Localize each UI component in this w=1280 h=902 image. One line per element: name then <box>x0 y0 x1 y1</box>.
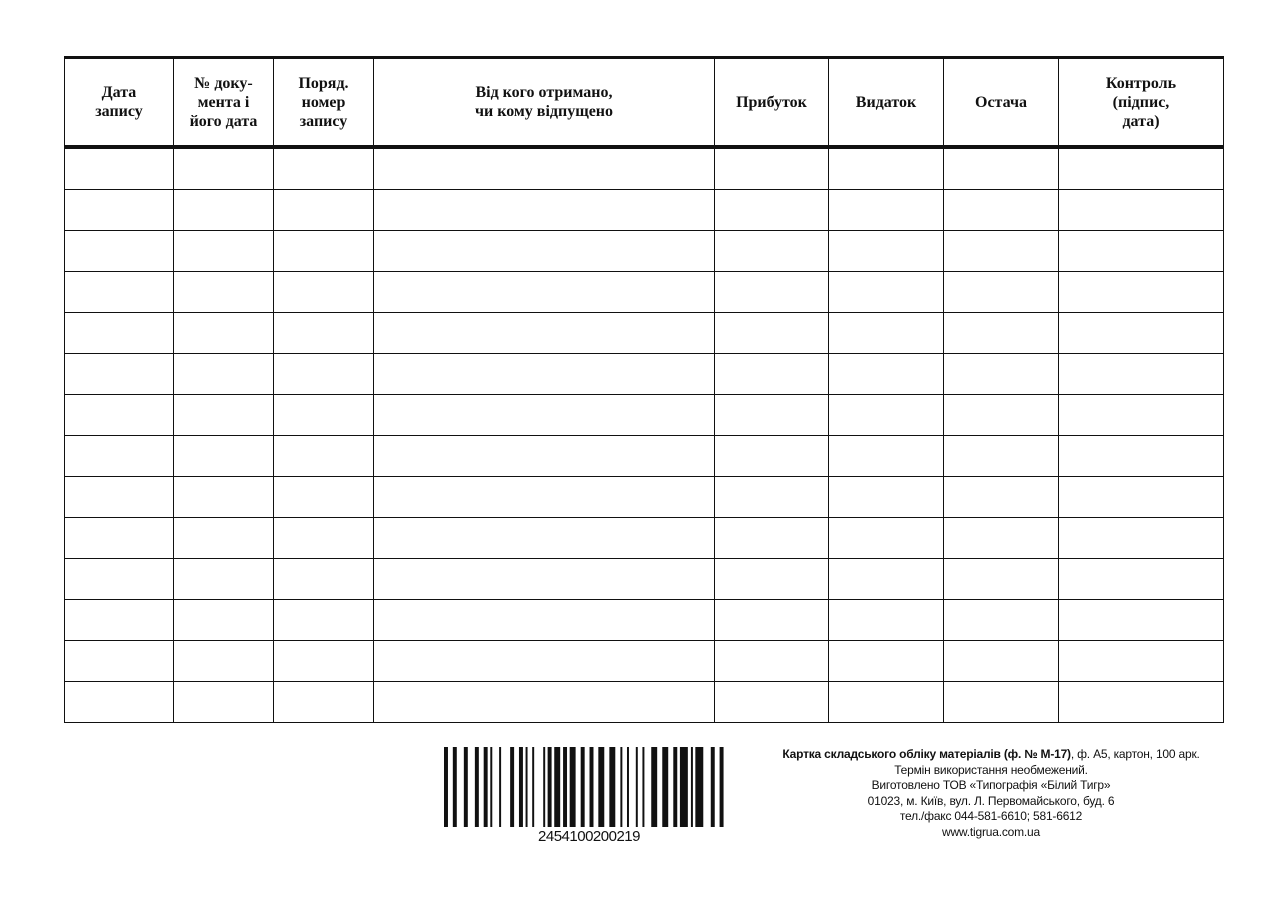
table-cell[interactable] <box>944 354 1059 395</box>
table-cell[interactable] <box>715 354 829 395</box>
table-row <box>65 190 1224 231</box>
table-cell[interactable] <box>374 559 715 600</box>
barcode-bar <box>453 747 457 827</box>
barcode-bar <box>490 747 492 827</box>
barcode-bar <box>444 747 448 827</box>
col-header-document: № доку- мента і його дата <box>174 58 274 148</box>
table-cell[interactable] <box>174 518 274 559</box>
table-row <box>65 641 1224 682</box>
table-cell[interactable] <box>374 354 715 395</box>
table-cell[interactable] <box>1059 641 1224 682</box>
table-cell[interactable] <box>374 272 715 313</box>
barcode-bar <box>691 747 693 827</box>
table-cell[interactable] <box>715 313 829 354</box>
barcode-bar <box>609 747 615 827</box>
table-cell[interactable] <box>65 395 174 436</box>
table-cell[interactable] <box>274 600 374 641</box>
table-cell[interactable] <box>944 190 1059 231</box>
barcode-bar <box>711 747 715 827</box>
barcode-bar <box>554 747 560 827</box>
table-cell[interactable] <box>715 272 829 313</box>
barcode-bar <box>720 747 724 827</box>
table-cell[interactable] <box>944 147 1059 190</box>
table-cell[interactable] <box>715 477 829 518</box>
table-cell[interactable] <box>944 313 1059 354</box>
table-cell[interactable] <box>65 147 174 190</box>
table-row <box>65 313 1224 354</box>
table-cell[interactable] <box>174 147 274 190</box>
table-cell[interactable] <box>174 395 274 436</box>
table-cell[interactable] <box>174 436 274 477</box>
barcode-bar <box>499 747 501 827</box>
table-cell[interactable] <box>374 477 715 518</box>
table-cell[interactable] <box>174 272 274 313</box>
table-cell[interactable] <box>65 354 174 395</box>
table-cell[interactable] <box>829 682 944 723</box>
table-cell[interactable] <box>829 559 944 600</box>
table-cell[interactable] <box>829 518 944 559</box>
barcode-bar <box>673 747 677 827</box>
table-cell[interactable] <box>944 641 1059 682</box>
table-cell[interactable] <box>374 682 715 723</box>
table-cell[interactable] <box>65 559 174 600</box>
barcode <box>444 747 724 827</box>
barcode-bar <box>464 747 468 827</box>
barcode-bar <box>519 747 523 827</box>
barcode-bar <box>548 747 552 827</box>
table-cell[interactable] <box>174 559 274 600</box>
table-cell[interactable] <box>65 518 174 559</box>
table-cell[interactable] <box>829 600 944 641</box>
table-cell[interactable] <box>1059 231 1224 272</box>
table-cell[interactable] <box>829 354 944 395</box>
table-cell[interactable] <box>174 190 274 231</box>
barcode-bar <box>543 747 545 827</box>
barcode-bar <box>636 747 638 827</box>
table-cell[interactable] <box>829 272 944 313</box>
barcode-bar <box>563 747 567 827</box>
table-cell[interactable] <box>65 641 174 682</box>
form-imprint <box>745 747 1237 840</box>
table-cell[interactable] <box>274 436 374 477</box>
table-cell[interactable] <box>65 313 174 354</box>
table-cell[interactable] <box>174 641 274 682</box>
table-cell[interactable] <box>374 436 715 477</box>
barcode-digits: 2454100200219 <box>538 828 640 845</box>
table-cell[interactable] <box>274 641 374 682</box>
table-row <box>65 395 1224 436</box>
table-cell[interactable] <box>1059 190 1224 231</box>
ledger-table <box>64 56 1224 723</box>
table-cell[interactable] <box>1059 682 1224 723</box>
table-cell[interactable] <box>274 518 374 559</box>
imprint-address: 01023, м. Київ, вул. Л. Первомайського, буд. 6 <box>867 793 1115 808</box>
table-cell[interactable] <box>274 231 374 272</box>
table-cell[interactable] <box>715 231 829 272</box>
imprint-publisher: Виготовлено ТОВ «Типографія «Білий Тигр» <box>871 778 1111 792</box>
table-cell[interactable] <box>65 436 174 477</box>
barcode-bar <box>651 747 657 827</box>
table-cell[interactable] <box>829 477 944 518</box>
table-cell[interactable] <box>174 477 274 518</box>
barcode-bar <box>642 747 644 827</box>
table-cell[interactable] <box>274 477 374 518</box>
table-cell[interactable] <box>715 395 829 436</box>
table-cell[interactable] <box>944 559 1059 600</box>
col-header-balance: Остача <box>944 58 1059 148</box>
table-cell[interactable] <box>374 600 715 641</box>
col-header-expense: Видаток <box>829 58 944 148</box>
table-cell[interactable] <box>1059 559 1224 600</box>
table-cell[interactable] <box>1059 313 1224 354</box>
col-header-counterparty: Від кого отримано, чи кому відпущено <box>374 58 715 148</box>
table-cell[interactable] <box>1059 147 1224 190</box>
table-cell[interactable] <box>829 436 944 477</box>
table-cell[interactable] <box>65 231 174 272</box>
table-row <box>65 518 1224 559</box>
table-row <box>65 682 1224 723</box>
table-row <box>65 559 1224 600</box>
table-cell[interactable] <box>174 600 274 641</box>
imprint-validity: Термін використання необмежений. <box>894 762 1088 777</box>
table-cell[interactable] <box>715 190 829 231</box>
table-cell[interactable] <box>174 682 274 723</box>
col-header-date: Дата запису <box>65 58 174 148</box>
table-cell[interactable] <box>1059 477 1224 518</box>
barcode-bar <box>627 747 629 827</box>
table-cell[interactable] <box>65 600 174 641</box>
barcode-bar <box>695 747 703 827</box>
table-cell[interactable] <box>1059 436 1224 477</box>
barcode-bar <box>620 747 622 827</box>
table-cell[interactable] <box>715 518 829 559</box>
barcode-bar <box>581 747 585 827</box>
table-row <box>65 272 1224 313</box>
table-cell[interactable] <box>944 682 1059 723</box>
table-cell[interactable] <box>374 231 715 272</box>
table-cell[interactable] <box>829 313 944 354</box>
barcode-bar <box>598 747 604 827</box>
table-cell[interactable] <box>944 272 1059 313</box>
table-cell[interactable] <box>374 641 715 682</box>
table-cell[interactable] <box>944 600 1059 641</box>
table-cell[interactable] <box>715 559 829 600</box>
barcode-bar <box>526 747 528 827</box>
table-cell[interactable] <box>1059 354 1224 395</box>
imprint-title-line <box>745 747 1237 763</box>
imprint-title: Картка складського обліку матеріалів (ф. № М-17) <box>782 747 1071 761</box>
table-cell[interactable] <box>274 682 374 723</box>
table-cell[interactable] <box>944 518 1059 559</box>
table-cell[interactable] <box>374 190 715 231</box>
table-cell[interactable] <box>1059 518 1224 559</box>
table-cell[interactable] <box>944 436 1059 477</box>
table-cell[interactable] <box>274 272 374 313</box>
table-cell[interactable] <box>715 600 829 641</box>
table-cell[interactable] <box>274 354 374 395</box>
table-row <box>65 436 1224 477</box>
barcode-bar <box>484 747 488 827</box>
table-cell[interactable] <box>374 147 715 190</box>
table-cell[interactable] <box>715 641 829 682</box>
barcode-bar <box>590 747 594 827</box>
table-cell[interactable] <box>944 395 1059 436</box>
table-cell[interactable] <box>374 395 715 436</box>
table-cell[interactable] <box>829 231 944 272</box>
table-cell[interactable] <box>944 231 1059 272</box>
table-cell[interactable] <box>374 518 715 559</box>
ledger-body <box>65 147 1224 723</box>
col-header-income: Прибуток <box>715 58 829 148</box>
table-cell[interactable] <box>274 147 374 190</box>
col-header-record-number: Поряд. номер запису <box>274 58 374 148</box>
table-cell[interactable] <box>374 313 715 354</box>
col-header-control: Контроль (підпис, дата) <box>1059 58 1224 148</box>
table-cell[interactable] <box>65 682 174 723</box>
table-row <box>65 477 1224 518</box>
table-cell[interactable] <box>274 190 374 231</box>
table-cell[interactable] <box>174 313 274 354</box>
table-cell[interactable] <box>944 477 1059 518</box>
table-cell[interactable] <box>715 682 829 723</box>
table-cell[interactable] <box>274 395 374 436</box>
table-cell[interactable] <box>174 231 274 272</box>
table-cell[interactable] <box>715 436 829 477</box>
barcode-bar <box>680 747 688 827</box>
table-cell[interactable] <box>274 559 374 600</box>
table-cell[interactable] <box>829 190 944 231</box>
table-cell[interactable] <box>1059 600 1224 641</box>
table-cell[interactable] <box>65 477 174 518</box>
table-cell[interactable] <box>829 147 944 190</box>
table-cell[interactable] <box>65 272 174 313</box>
imprint-phone: тел./факс 044-581-6610; 581-6612 <box>899 809 1083 823</box>
table-row <box>65 147 1224 190</box>
barcode-bar <box>532 747 534 827</box>
barcode-bar <box>510 747 514 827</box>
barcode-bar <box>475 747 479 827</box>
barcode-bar <box>570 747 576 827</box>
table-row <box>65 231 1224 272</box>
table-cell[interactable] <box>1059 272 1224 313</box>
table-row <box>65 354 1224 395</box>
table-cell[interactable] <box>1059 395 1224 436</box>
table-cell[interactable] <box>829 395 944 436</box>
imprint-website: www.tigrua.com.ua <box>942 824 1040 839</box>
table-cell[interactable] <box>65 190 174 231</box>
imprint-title-details: , ф. А5, картон, 100 арк. <box>1070 747 1200 761</box>
barcode-bar <box>662 747 668 827</box>
table-row <box>65 600 1224 641</box>
table-cell[interactable] <box>829 641 944 682</box>
table-cell[interactable] <box>715 147 829 190</box>
header-row <box>65 58 1224 148</box>
table-cell[interactable] <box>274 313 374 354</box>
table-cell[interactable] <box>174 354 274 395</box>
